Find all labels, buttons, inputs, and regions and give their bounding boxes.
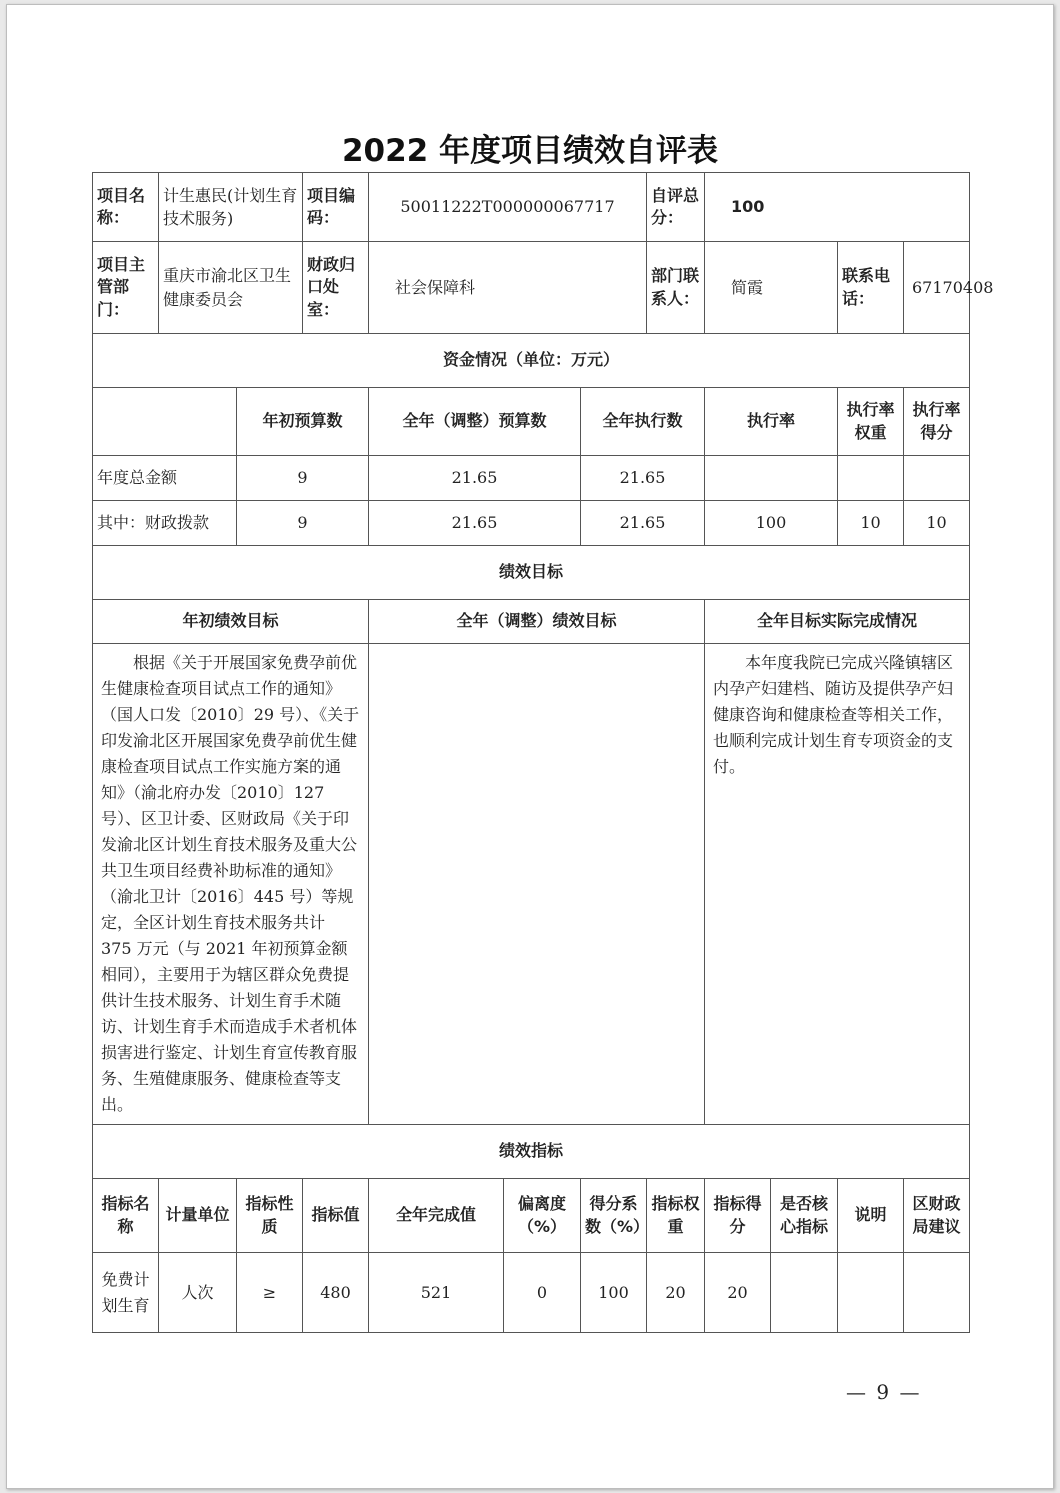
funds-row-initial: 9	[237, 456, 369, 501]
page-number: — 9 —	[846, 1380, 922, 1404]
funds-row-weight: 10	[838, 501, 904, 546]
goals-header-adjusted: 全年（调整）绩效目标	[369, 600, 705, 644]
funds-row-weight	[838, 456, 904, 501]
ind-header-coef: 得分系数（%）	[581, 1179, 647, 1253]
funds-header-adjusted: 全年（调整）预算数	[369, 388, 581, 456]
project-name-value: 计生惠民(计划生育技术服务)	[159, 173, 303, 242]
finance-office-label: 财政归口处室：	[303, 242, 369, 334]
page-title: 2022 年度项目绩效自评表	[341, 133, 719, 169]
contact-label: 部门联系人：	[647, 242, 705, 334]
ind-header-advice: 区财政局建议	[904, 1179, 970, 1253]
ind-core	[771, 1253, 838, 1333]
ind-advice	[904, 1253, 970, 1333]
funds-header-weight: 执行率权重	[838, 388, 904, 456]
self-score-label: 自评总分：	[647, 173, 705, 242]
goals-actual-text: 本年度我院已完成兴隆镇辖区内孕产妇建档、随访及提供孕产妇健康咨询和健康检查等相关工作，也顺利完成计划生育专项资金的支付。	[705, 644, 970, 1125]
ind-deviation: 0	[504, 1253, 581, 1333]
self-score-value: 100	[705, 173, 970, 242]
funds-row-score	[904, 456, 970, 501]
goals-initial-text: 根据《关于开展国家免费孕前优生健康检查项目试点工作的通知》（国人口发〔2010〕29 号）、《关于印发渝北区开展国家免费孕前优生健康检查项目试点工作实施方案的通知》（渝北府办发〔2010〕127 号）、区卫计委、区财政局《关于印发渝北区计划生育技术服务及重大公共卫生项目经费补助标准的通知》（渝北卫计〔2016〕445 号）等规定，全区计划生育技术服务共计 375 万元（与 2021 年初预算金额相同），主要用于为辖区群众免费提供计生技术服务、计划生育手术随访、计划生育手术而造成手术者机体损害进行鉴定、计划生育宣传教育服务、生殖健康服务、健康检查等支出。	[93, 644, 369, 1125]
funds-row-rate	[705, 456, 838, 501]
project-code-value: 50011222T000000067717	[369, 173, 647, 242]
ind-name: 免费计划生育	[93, 1253, 159, 1333]
goals-adjusted-text	[369, 644, 705, 1125]
funds-header-rate: 执行率	[705, 388, 838, 456]
funds-row	[93, 456, 970, 501]
ind-header-score: 指标得分	[705, 1179, 771, 1253]
ind-value: 480	[303, 1253, 369, 1333]
ind-header-value: 指标值	[303, 1179, 369, 1253]
phone-value: 67170408	[904, 242, 970, 334]
funds-header-score: 执行率得分	[904, 388, 970, 456]
finance-office-value: 社会保障科	[369, 242, 647, 334]
dept-label: 项目主管部门：	[93, 242, 159, 334]
funds-section-title: 资金情况（单位：万元）	[93, 334, 970, 388]
ind-score: 20	[705, 1253, 771, 1333]
performance-table	[92, 172, 994, 1333]
funds-header-initial: 年初预算数	[237, 388, 369, 456]
funds-row-label: 年度总金额	[93, 456, 237, 501]
goals-section-title: 绩效目标	[93, 546, 970, 600]
funds-row-executed: 21.65	[581, 456, 705, 501]
funds-row-initial: 9	[237, 501, 369, 546]
contact-value: 简霞	[705, 242, 838, 334]
funds-row-adjusted: 21.65	[369, 456, 581, 501]
dept-value: 重庆市渝北区卫生健康委员会	[159, 242, 303, 334]
ind-header-actual: 全年完成值	[369, 1179, 504, 1253]
goals-header-actual: 全年目标实际完成情况	[705, 600, 970, 644]
goals-header-initial: 年初绩效目标	[93, 600, 369, 644]
ind-unit: 人次	[159, 1253, 237, 1333]
ind-actual: 521	[369, 1253, 504, 1333]
ind-header-name: 指标名称	[93, 1179, 159, 1253]
funds-row-score: 10	[904, 501, 970, 546]
phone-label: 联系电话：	[838, 242, 904, 334]
ind-note	[838, 1253, 904, 1333]
funds-row-label: 其中：财政拨款	[93, 501, 237, 546]
funds-header-executed: 全年执行数	[581, 388, 705, 456]
funds-row	[93, 501, 970, 546]
ind-header-weight: 指标权重	[647, 1179, 705, 1253]
funds-row-executed: 21.65	[581, 501, 705, 546]
project-name-label: 项目名称：	[93, 173, 159, 242]
ind-nature: ≥	[237, 1253, 303, 1333]
ind-header-nature: 指标性质	[237, 1179, 303, 1253]
ind-header-unit: 计量单位	[159, 1179, 237, 1253]
ind-header-note: 说明	[838, 1179, 904, 1253]
ind-header-deviation: 偏离度（%）	[504, 1179, 581, 1253]
ind-weight: 20	[647, 1253, 705, 1333]
funds-row-adjusted: 21.65	[369, 501, 581, 546]
funds-header-blank	[93, 388, 237, 456]
table-row	[93, 1253, 970, 1333]
project-code-label: 项目编码：	[303, 173, 369, 242]
ind-header-core: 是否核心指标	[771, 1179, 838, 1253]
funds-row-rate: 100	[705, 501, 838, 546]
indicators-section-title: 绩效指标	[93, 1125, 970, 1179]
ind-coef: 100	[581, 1253, 647, 1333]
